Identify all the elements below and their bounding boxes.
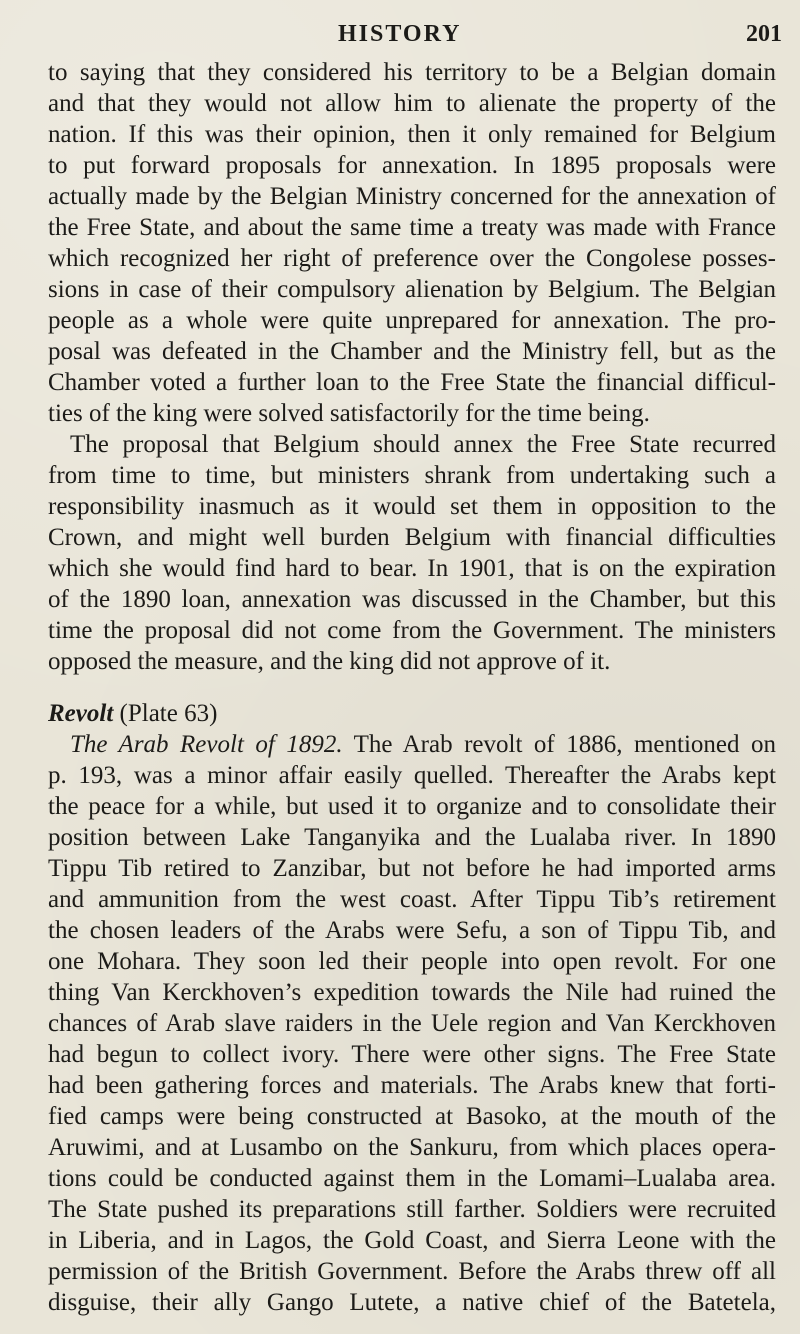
paragraph-line: the peace for a while, but used it to organize and to consolidate their <box>48 793 776 820</box>
section-spacing <box>48 677 776 698</box>
paragraph-line: thing Van Kerckhoven’s expedition towards the Nile had ruined the <box>48 979 776 1006</box>
paragraph-line: Tippu Tib retired to Zanzibar, but not before he had imported arms <box>48 855 776 882</box>
paragraph-line: the chosen leaders of the Arabs were Sefu, a son of Tippu Tib, and <box>48 917 776 944</box>
paragraph-line: Aruwimi, and at Lusambo on the Sankuru, from which places opera- <box>48 1134 776 1161</box>
paragraph-line: responsibility inasmuch as it would set them in opposition to the <box>48 493 776 520</box>
plate-reference: (Plate 63) <box>113 700 218 727</box>
page-number: 201 <box>746 21 782 47</box>
paragraph-2 <box>48 429 776 677</box>
running-title: HISTORY <box>338 21 462 47</box>
paragraph-line: one Mohara. They soon led their people into open revolt. For one <box>48 948 776 975</box>
paragraph-line: in Liberia, and in Lagos, the Gold Coast, and Sierra Leone with the <box>48 1227 776 1254</box>
paragraph-line: time the proposal did not come from the Government. The ministers <box>48 617 776 644</box>
paragraph-1 <box>48 57 776 429</box>
paragraph-line: and that they would not allow him to alienate the property of the <box>48 90 776 117</box>
paragraph-line: p. 193, was a minor affair easily quelled. Thereafter the Arabs kept <box>48 762 776 789</box>
paragraph-line: posal was defeated in the Chamber and the Ministry fell, but as the <box>48 338 776 365</box>
paragraph-line: which recognized her right of preference over the Congolese posses- <box>48 245 776 272</box>
paragraph-line: chances of Arab slave raiders in the Uele region and Van Kerckhoven <box>48 1010 776 1037</box>
opening-text: The Arab revolt of 1886, mentioned on <box>342 731 776 758</box>
paragraph-line: permission of the British Government. Before the Arabs threw off all <box>48 1258 776 1285</box>
paragraph-line: nation. If this was their opinion, then it only remained for Belgium <box>48 121 776 148</box>
paragraph-line: of the 1890 loan, annexation was discussed in the Chamber, but this <box>48 586 776 613</box>
paragraph-line: The State pushed its preparations still farther. Soldiers were recruited <box>48 1196 776 1223</box>
paragraph-line: fied camps were being constructed at Basoko, at the mouth of the <box>48 1103 776 1130</box>
body-text <box>48 57 776 1318</box>
paragraph-line: sions in case of their compulsory alienation by Belgium. The Belgian <box>48 276 776 303</box>
paragraph-line: had been gathering forces and materials. The Arabs knew that forti- <box>48 1072 776 1099</box>
paragraph-line: disguise, their ally Gango Lutete, a native chief of the Batetela, <box>48 1289 776 1316</box>
paragraph-line: tions could be conducted against them in the Lomami–Lualaba area. <box>48 1165 776 1192</box>
paragraph-line: the Free State, and about the same time a treaty was made with France <box>48 214 776 241</box>
paragraph-line: which she would find hard to bear. In 1901, that is on the expiration <box>48 555 776 582</box>
paragraph-line: position between Lake Tanganyika and the Lualaba river. In 1890 <box>48 824 776 851</box>
subheading: The Arab Revolt of 1892. <box>70 731 343 758</box>
paragraph-line: from time to time, but ministers shrank from undertaking such a <box>48 462 776 489</box>
section-title: Revolt <box>48 700 114 727</box>
running-header <box>0 14 800 54</box>
paragraph-line: Chamber voted a further loan to the Free State the financial difficul- <box>48 369 776 396</box>
paragraph-line: had begun to collect ivory. There were other signs. The Free State <box>48 1041 776 1068</box>
paragraph-line: The proposal that Belgium should annex the Free State recurred <box>70 431 776 458</box>
paragraph-opening-line <box>48 729 776 760</box>
section-heading <box>48 698 776 729</box>
paragraph-line: opposed the measure, and the king did not approve of it. <box>48 648 611 675</box>
paragraph-line: to saying that they considered his territory to be a Belgian domain <box>48 59 776 86</box>
paragraph-line: ties of the king were solved satisfactorily for the time being. <box>48 400 650 427</box>
paragraph-line: to put forward proposals for annexation. In 1895 proposals were <box>48 152 776 179</box>
paragraph-line: Crown, and might well burden Belgium with financial difficulties <box>48 524 776 551</box>
paragraph-line: people as a whole were quite unprepared for annexation. The pro- <box>48 307 776 334</box>
paragraph-line: and ammunition from the west coast. After Tippu Tib’s retirement <box>48 886 776 913</box>
paragraph-3 <box>48 729 776 1318</box>
paragraph-line: actually made by the Belgian Ministry concerned for the annexation of <box>48 183 776 210</box>
